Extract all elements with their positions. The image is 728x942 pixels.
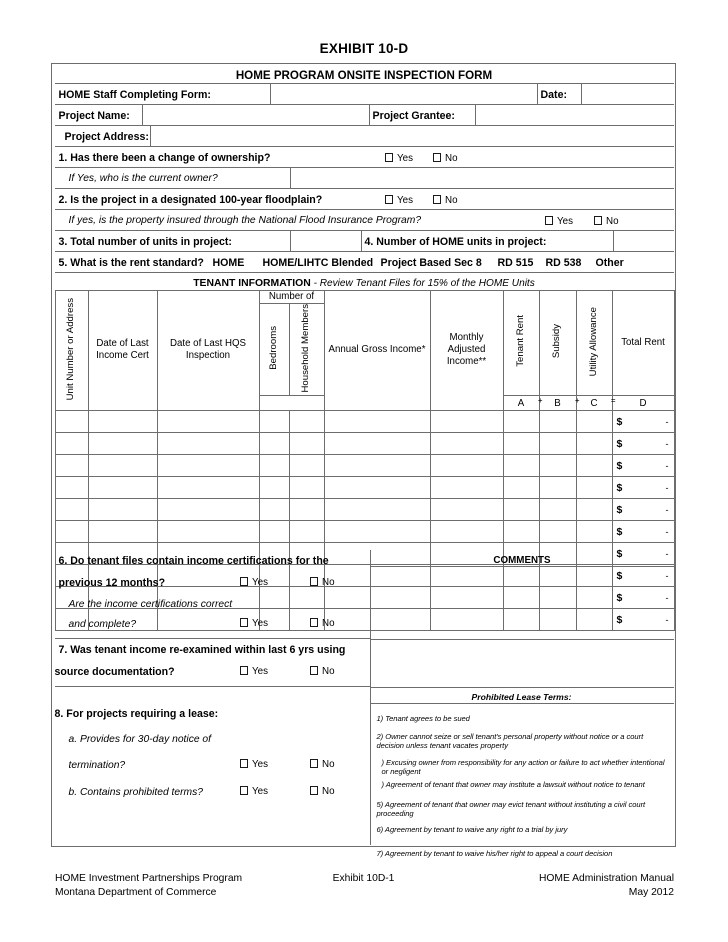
cell-bedrooms[interactable] bbox=[259, 521, 289, 543]
q2-sub-no-checkbox[interactable] bbox=[594, 216, 619, 227]
q8a-yes-label: Yes bbox=[252, 758, 268, 770]
question-2-label: 2. Is the project in a designated 100-year floodplain? bbox=[58, 193, 323, 206]
formula-a: A bbox=[517, 397, 525, 409]
tenant-information-band bbox=[55, 273, 674, 290]
question-2-row bbox=[55, 189, 674, 210]
cell-annual-gross[interactable] bbox=[324, 521, 430, 543]
question-8b-line1: b. Contains prohibited terms? bbox=[68, 786, 204, 798]
currency-symbol: $ bbox=[616, 569, 623, 582]
dash-symbol: - bbox=[665, 416, 669, 427]
question-8-block bbox=[55, 687, 370, 845]
q2-no-checkbox[interactable] bbox=[433, 195, 458, 206]
list-item: 6) Agreement by tenant to waive any right to a trial by jury bbox=[376, 824, 568, 834]
footer-left-line2: Montana Department of Commerce bbox=[55, 886, 217, 898]
q1-no-checkbox[interactable] bbox=[433, 153, 458, 164]
table-header-group-row bbox=[55, 290, 674, 303]
question-8a-line2: termination? bbox=[68, 759, 126, 771]
footer-center: Exhibit 10D-1 bbox=[332, 873, 395, 884]
question-7-block bbox=[55, 639, 370, 687]
cell-monthly-adj[interactable] bbox=[430, 433, 503, 455]
question-7-line1: 7. Was tenant income re-examined within last 6 yrs using bbox=[58, 643, 346, 656]
formula-cell-c bbox=[576, 396, 616, 411]
q2-sub-yes-checkbox[interactable] bbox=[545, 216, 573, 227]
currency-symbol: $ bbox=[616, 613, 623, 626]
cell-income-cert[interactable] bbox=[88, 433, 157, 455]
col-subsidy: Subsidy bbox=[539, 290, 576, 396]
prohibited-lease-title: Prohibited Lease Terms: bbox=[471, 691, 572, 702]
cell-subsidy[interactable] bbox=[539, 433, 576, 455]
cell-bedrooms[interactable] bbox=[259, 455, 289, 477]
col-unit-number: Unit Number or Address bbox=[55, 290, 88, 411]
dash-symbol: - bbox=[665, 482, 669, 493]
cell-members[interactable] bbox=[289, 455, 324, 477]
q5-option-other[interactable]: Other bbox=[595, 256, 624, 269]
question-3-4-row bbox=[55, 231, 674, 252]
q5-option-project-based-sec-8[interactable]: Project Based Sec 8 bbox=[380, 256, 482, 269]
table-row bbox=[55, 521, 674, 543]
list-item: 5) Agreement of tenant that owner may evict tenant without instituting a civil court proceeding bbox=[376, 799, 646, 818]
checkbox-glyph bbox=[433, 195, 442, 204]
cell-tenant-rent[interactable] bbox=[503, 521, 539, 543]
cell-total-rent[interactable] bbox=[612, 521, 674, 543]
list-item: ) Agreement of tenant that owner may institute a lawsuit without notice to tenant bbox=[381, 779, 645, 789]
q8a-yes-checkbox[interactable] bbox=[240, 759, 268, 770]
cell-total-rent[interactable] bbox=[612, 499, 674, 521]
checkbox-glyph bbox=[310, 577, 319, 586]
q7-yes-label: Yes bbox=[252, 665, 268, 677]
cell-members[interactable] bbox=[289, 477, 324, 499]
question-2-sub-label: If yes, is the property insured through the National Flood Insurance Program? bbox=[68, 214, 422, 226]
formula-spacer bbox=[259, 396, 324, 411]
cell-unit[interactable] bbox=[55, 521, 88, 543]
col-number-of-group: Number of bbox=[259, 290, 324, 303]
table-row bbox=[55, 411, 674, 433]
q6-yes-label: Yes bbox=[252, 576, 268, 588]
question-5-label: 5. What is the rent standard? bbox=[58, 256, 204, 269]
checkbox-glyph bbox=[310, 759, 319, 768]
q6-sub-yes-label: Yes bbox=[252, 617, 268, 629]
currency-symbol: $ bbox=[616, 503, 623, 516]
cell-members[interactable] bbox=[289, 499, 324, 521]
cell-unit[interactable] bbox=[55, 411, 88, 433]
cell-utility[interactable] bbox=[576, 411, 612, 433]
checkbox-glyph bbox=[310, 618, 319, 627]
cell-bedrooms[interactable] bbox=[259, 433, 289, 455]
checkbox-glyph bbox=[385, 195, 394, 204]
footer-right-line1: HOME Administration Manual bbox=[538, 873, 674, 884]
currency-symbol: $ bbox=[616, 481, 623, 494]
cell-unit[interactable] bbox=[55, 499, 88, 521]
cell-subsidy[interactable] bbox=[539, 499, 576, 521]
formula-d: D bbox=[639, 397, 647, 409]
cell-annual-gross[interactable] bbox=[324, 499, 430, 521]
q5-option-home[interactable]: HOME bbox=[212, 256, 245, 269]
currency-symbol: $ bbox=[616, 415, 623, 428]
dash-symbol: - bbox=[665, 570, 669, 581]
table-row bbox=[55, 433, 674, 455]
cell-monthly-adj[interactable] bbox=[430, 499, 503, 521]
checkbox-glyph bbox=[545, 216, 554, 225]
cell-hqs[interactable] bbox=[157, 411, 259, 433]
q6-sub-yes-checkbox[interactable] bbox=[240, 618, 268, 629]
q5-option-rd-538[interactable]: RD 538 bbox=[545, 256, 582, 269]
cell-total-rent[interactable] bbox=[612, 433, 674, 455]
question-4-label: 4. Number of HOME units in project: bbox=[364, 235, 547, 248]
checkbox-glyph bbox=[594, 216, 603, 225]
question-8a-line1: a. Provides for 30-day notice of bbox=[68, 733, 212, 745]
checkbox-glyph bbox=[385, 153, 394, 162]
form-inner bbox=[54, 67, 674, 858]
cell-unit[interactable] bbox=[55, 477, 88, 499]
formula-cell-a bbox=[503, 396, 543, 411]
list-item: 1) Tenant agrees to be sued bbox=[376, 713, 470, 723]
question-6-block bbox=[55, 550, 370, 639]
q8b-no-checkbox[interactable] bbox=[310, 786, 335, 797]
footer-left-line1: HOME Investment Partnerships Program bbox=[55, 873, 243, 884]
cell-annual-gross[interactable] bbox=[324, 433, 430, 455]
question-6-sub-line2: and complete? bbox=[68, 618, 137, 630]
q6-no-checkbox[interactable] bbox=[310, 577, 335, 588]
q7-yes-checkbox[interactable] bbox=[240, 666, 268, 677]
form-title-band: HOME PROGRAM ONSITE INSPECTION FORM bbox=[55, 67, 674, 84]
comments-header bbox=[370, 547, 674, 567]
tenant-information-subtitle: - Review Tenant Files for 15% of the HOME Units bbox=[310, 277, 535, 289]
cell-tenant-rent[interactable] bbox=[503, 499, 539, 521]
q6-sub-no-label: No bbox=[322, 617, 335, 629]
staff-row bbox=[55, 84, 674, 105]
cell-unit[interactable] bbox=[55, 455, 88, 477]
q8b-no-label: No bbox=[322, 785, 335, 797]
q2-yes-label: Yes bbox=[397, 194, 413, 206]
q8b-yes-checkbox[interactable] bbox=[240, 786, 268, 797]
cell-unit[interactable] bbox=[55, 433, 88, 455]
formula-equals: = bbox=[610, 396, 616, 406]
cell-utility[interactable] bbox=[576, 499, 612, 521]
col-date-last-income-cert: Date of Last Income Cert bbox=[88, 290, 157, 411]
table-row bbox=[55, 455, 674, 477]
dash-symbol: - bbox=[665, 592, 669, 603]
formula-cell-b bbox=[539, 396, 580, 411]
table-row bbox=[55, 499, 674, 521]
col-annual-gross-income: Annual Gross Income* bbox=[324, 290, 430, 411]
project-grantee-label: Project Grantee: bbox=[372, 109, 455, 122]
col-date-last-hqs: Date of Last HQS Inspection bbox=[157, 290, 259, 411]
question-6-line1: 6. Do tenant files contain income certifications for the bbox=[58, 554, 329, 567]
q7-no-checkbox[interactable] bbox=[310, 666, 335, 677]
dash-symbol: - bbox=[665, 526, 669, 537]
formula-c: C bbox=[590, 397, 598, 409]
col-utility-allowance: Utility Allowance bbox=[576, 290, 612, 396]
q2-yes-checkbox[interactable] bbox=[385, 195, 413, 206]
cell-subsidy[interactable] bbox=[539, 455, 576, 477]
q8a-no-label: No bbox=[322, 758, 335, 770]
question-6-sub-line1: Are the income certifications correct bbox=[68, 598, 233, 610]
q1-no-label: No bbox=[445, 152, 458, 164]
prohibited-lease-header bbox=[370, 687, 674, 704]
cell-hqs[interactable] bbox=[157, 521, 259, 543]
currency-symbol: $ bbox=[616, 459, 623, 472]
question-6-line2: previous 12 months? bbox=[58, 576, 166, 589]
question-1-sub-row bbox=[55, 168, 674, 189]
cell-total-rent[interactable] bbox=[612, 411, 674, 433]
dash-symbol: - bbox=[665, 460, 669, 471]
tenant-information-title: TENANT INFORMATION bbox=[193, 277, 311, 289]
q1-yes-checkbox[interactable] bbox=[385, 153, 413, 164]
formula-plus-1: + bbox=[537, 396, 543, 406]
checkbox-glyph bbox=[433, 153, 442, 162]
cell-utility[interactable] bbox=[576, 521, 612, 543]
cell-total-rent[interactable] bbox=[612, 455, 674, 477]
question-2-sub-row bbox=[55, 210, 674, 231]
cell-tenant-rent[interactable] bbox=[503, 411, 539, 433]
cell-annual-gross[interactable] bbox=[324, 477, 430, 499]
checkbox-glyph bbox=[240, 618, 249, 627]
cell-income-cert[interactable] bbox=[88, 477, 157, 499]
col-household-members: Household Members bbox=[289, 303, 324, 396]
cell-income-cert[interactable] bbox=[88, 521, 157, 543]
list-item: 2) Owner cannot seize or sell tenant's personal property without notice or a court decision unless tenant vacates property bbox=[376, 731, 644, 750]
q2-no-label: No bbox=[445, 194, 458, 206]
cell-utility[interactable] bbox=[576, 433, 612, 455]
currency-symbol: $ bbox=[616, 437, 623, 450]
q6-sub-no-checkbox[interactable] bbox=[310, 618, 335, 629]
cell-bedrooms[interactable] bbox=[259, 499, 289, 521]
cell-hqs[interactable] bbox=[157, 477, 259, 499]
table-row bbox=[55, 477, 674, 499]
project-address-label: Project Address: bbox=[64, 130, 149, 143]
col-total-rent: Total Rent bbox=[612, 290, 674, 396]
date-label: Date: bbox=[540, 88, 567, 101]
q1-yes-label: Yes bbox=[397, 152, 413, 164]
list-item: ) Excusing owner from responsibility for any action or failure to act whether intentional or negligent bbox=[381, 757, 665, 776]
dash-symbol: - bbox=[665, 548, 669, 559]
col-monthly-adjusted-income: Monthly Adjusted Income** bbox=[430, 290, 503, 411]
cell-total-rent[interactable] bbox=[612, 477, 674, 499]
cell-bedrooms[interactable] bbox=[259, 411, 289, 433]
cell-subsidy[interactable] bbox=[539, 477, 576, 499]
list-item: 7) Agreement by tenant to waive his/her right to appeal a court decision bbox=[376, 848, 613, 858]
page-title: EXHIBIT 10-D bbox=[319, 41, 409, 56]
question-5-row bbox=[55, 252, 674, 273]
project-address-row bbox=[55, 126, 674, 147]
dash-symbol: - bbox=[665, 614, 669, 625]
dash-symbol: - bbox=[665, 504, 669, 515]
question-1-sub-label: If Yes, who is the current owner? bbox=[68, 172, 218, 184]
currency-symbol: $ bbox=[616, 591, 623, 604]
prohibited-lease-list bbox=[373, 704, 672, 858]
cell-utility[interactable] bbox=[576, 477, 612, 499]
checkbox-glyph bbox=[310, 786, 319, 795]
cell-monthly-adj[interactable] bbox=[430, 411, 503, 433]
cell-tenant-rent[interactable] bbox=[503, 477, 539, 499]
q6-yes-checkbox[interactable] bbox=[240, 577, 268, 588]
cell-tenant-rent[interactable] bbox=[503, 455, 539, 477]
q2-sub-no-label: No bbox=[606, 215, 619, 227]
cell-utility[interactable] bbox=[576, 455, 612, 477]
q8b-yes-label: Yes bbox=[252, 785, 268, 797]
project-name-row bbox=[55, 105, 674, 126]
formula-b: B bbox=[554, 397, 561, 409]
cell-subsidy[interactable] bbox=[539, 521, 576, 543]
footer-right bbox=[539, 872, 674, 899]
q2-sub-yes-label: Yes bbox=[557, 215, 573, 227]
currency-symbol: $ bbox=[616, 547, 623, 560]
cell-members[interactable] bbox=[289, 521, 324, 543]
cell-monthly-adj[interactable] bbox=[430, 477, 503, 499]
footer-right-line2: May 2012 bbox=[628, 886, 674, 898]
cell-tenant-rent[interactable] bbox=[503, 433, 539, 455]
comments-title: COMMENTS bbox=[493, 554, 551, 566]
project-name-label: Project Name: bbox=[58, 109, 130, 122]
q8a-no-checkbox[interactable] bbox=[310, 759, 335, 770]
col-tenant-rent: Tenant Rent bbox=[503, 290, 539, 396]
checkbox-glyph bbox=[310, 666, 319, 675]
checkbox-glyph bbox=[240, 759, 249, 768]
q7-no-label: No bbox=[322, 665, 335, 677]
formula-plus-2: + bbox=[574, 396, 580, 406]
cell-bedrooms[interactable] bbox=[259, 477, 289, 499]
cell-hqs[interactable] bbox=[157, 499, 259, 521]
checkbox-glyph bbox=[240, 786, 249, 795]
inspection-form-frame bbox=[51, 63, 676, 858]
cell-members[interactable] bbox=[289, 433, 324, 455]
cell-hqs[interactable] bbox=[157, 433, 259, 455]
question-1-label: 1. Has there been a change of ownership? bbox=[58, 151, 271, 164]
staff-label: HOME Staff Completing Form: bbox=[58, 88, 211, 101]
cell-monthly-adj[interactable] bbox=[430, 521, 503, 543]
cell-subsidy[interactable] bbox=[539, 411, 576, 433]
q6-no-label: No bbox=[322, 576, 335, 588]
checkbox-glyph bbox=[240, 577, 249, 586]
cell-monthly-adj[interactable] bbox=[430, 455, 503, 477]
question-3-label: 3. Total number of units in project: bbox=[58, 235, 232, 248]
dash-symbol: - bbox=[665, 438, 669, 449]
comments-input[interactable] bbox=[372, 569, 672, 639]
col-bedrooms: Bedrooms bbox=[259, 303, 289, 396]
question-7-line2: source documentation? bbox=[54, 665, 175, 678]
question-8-heading: 8. For projects requiring a lease: bbox=[54, 707, 219, 720]
cell-income-cert[interactable] bbox=[88, 455, 157, 477]
cell-members[interactable] bbox=[289, 411, 324, 433]
cell-annual-gross[interactable] bbox=[324, 411, 430, 433]
currency-symbol: $ bbox=[616, 525, 623, 538]
cell-annual-gross[interactable] bbox=[324, 455, 430, 477]
question-1-row bbox=[55, 147, 674, 168]
cell-income-cert[interactable] bbox=[88, 499, 157, 521]
q5-option-home-lihtc-blended[interactable]: HOME/LIHTC Blended bbox=[262, 256, 374, 269]
checkbox-glyph bbox=[240, 666, 249, 675]
q5-option-rd-515[interactable]: RD 515 bbox=[497, 256, 534, 269]
cell-hqs[interactable] bbox=[157, 455, 259, 477]
cell-income-cert[interactable] bbox=[88, 411, 157, 433]
formula-cell-d bbox=[612, 396, 674, 411]
